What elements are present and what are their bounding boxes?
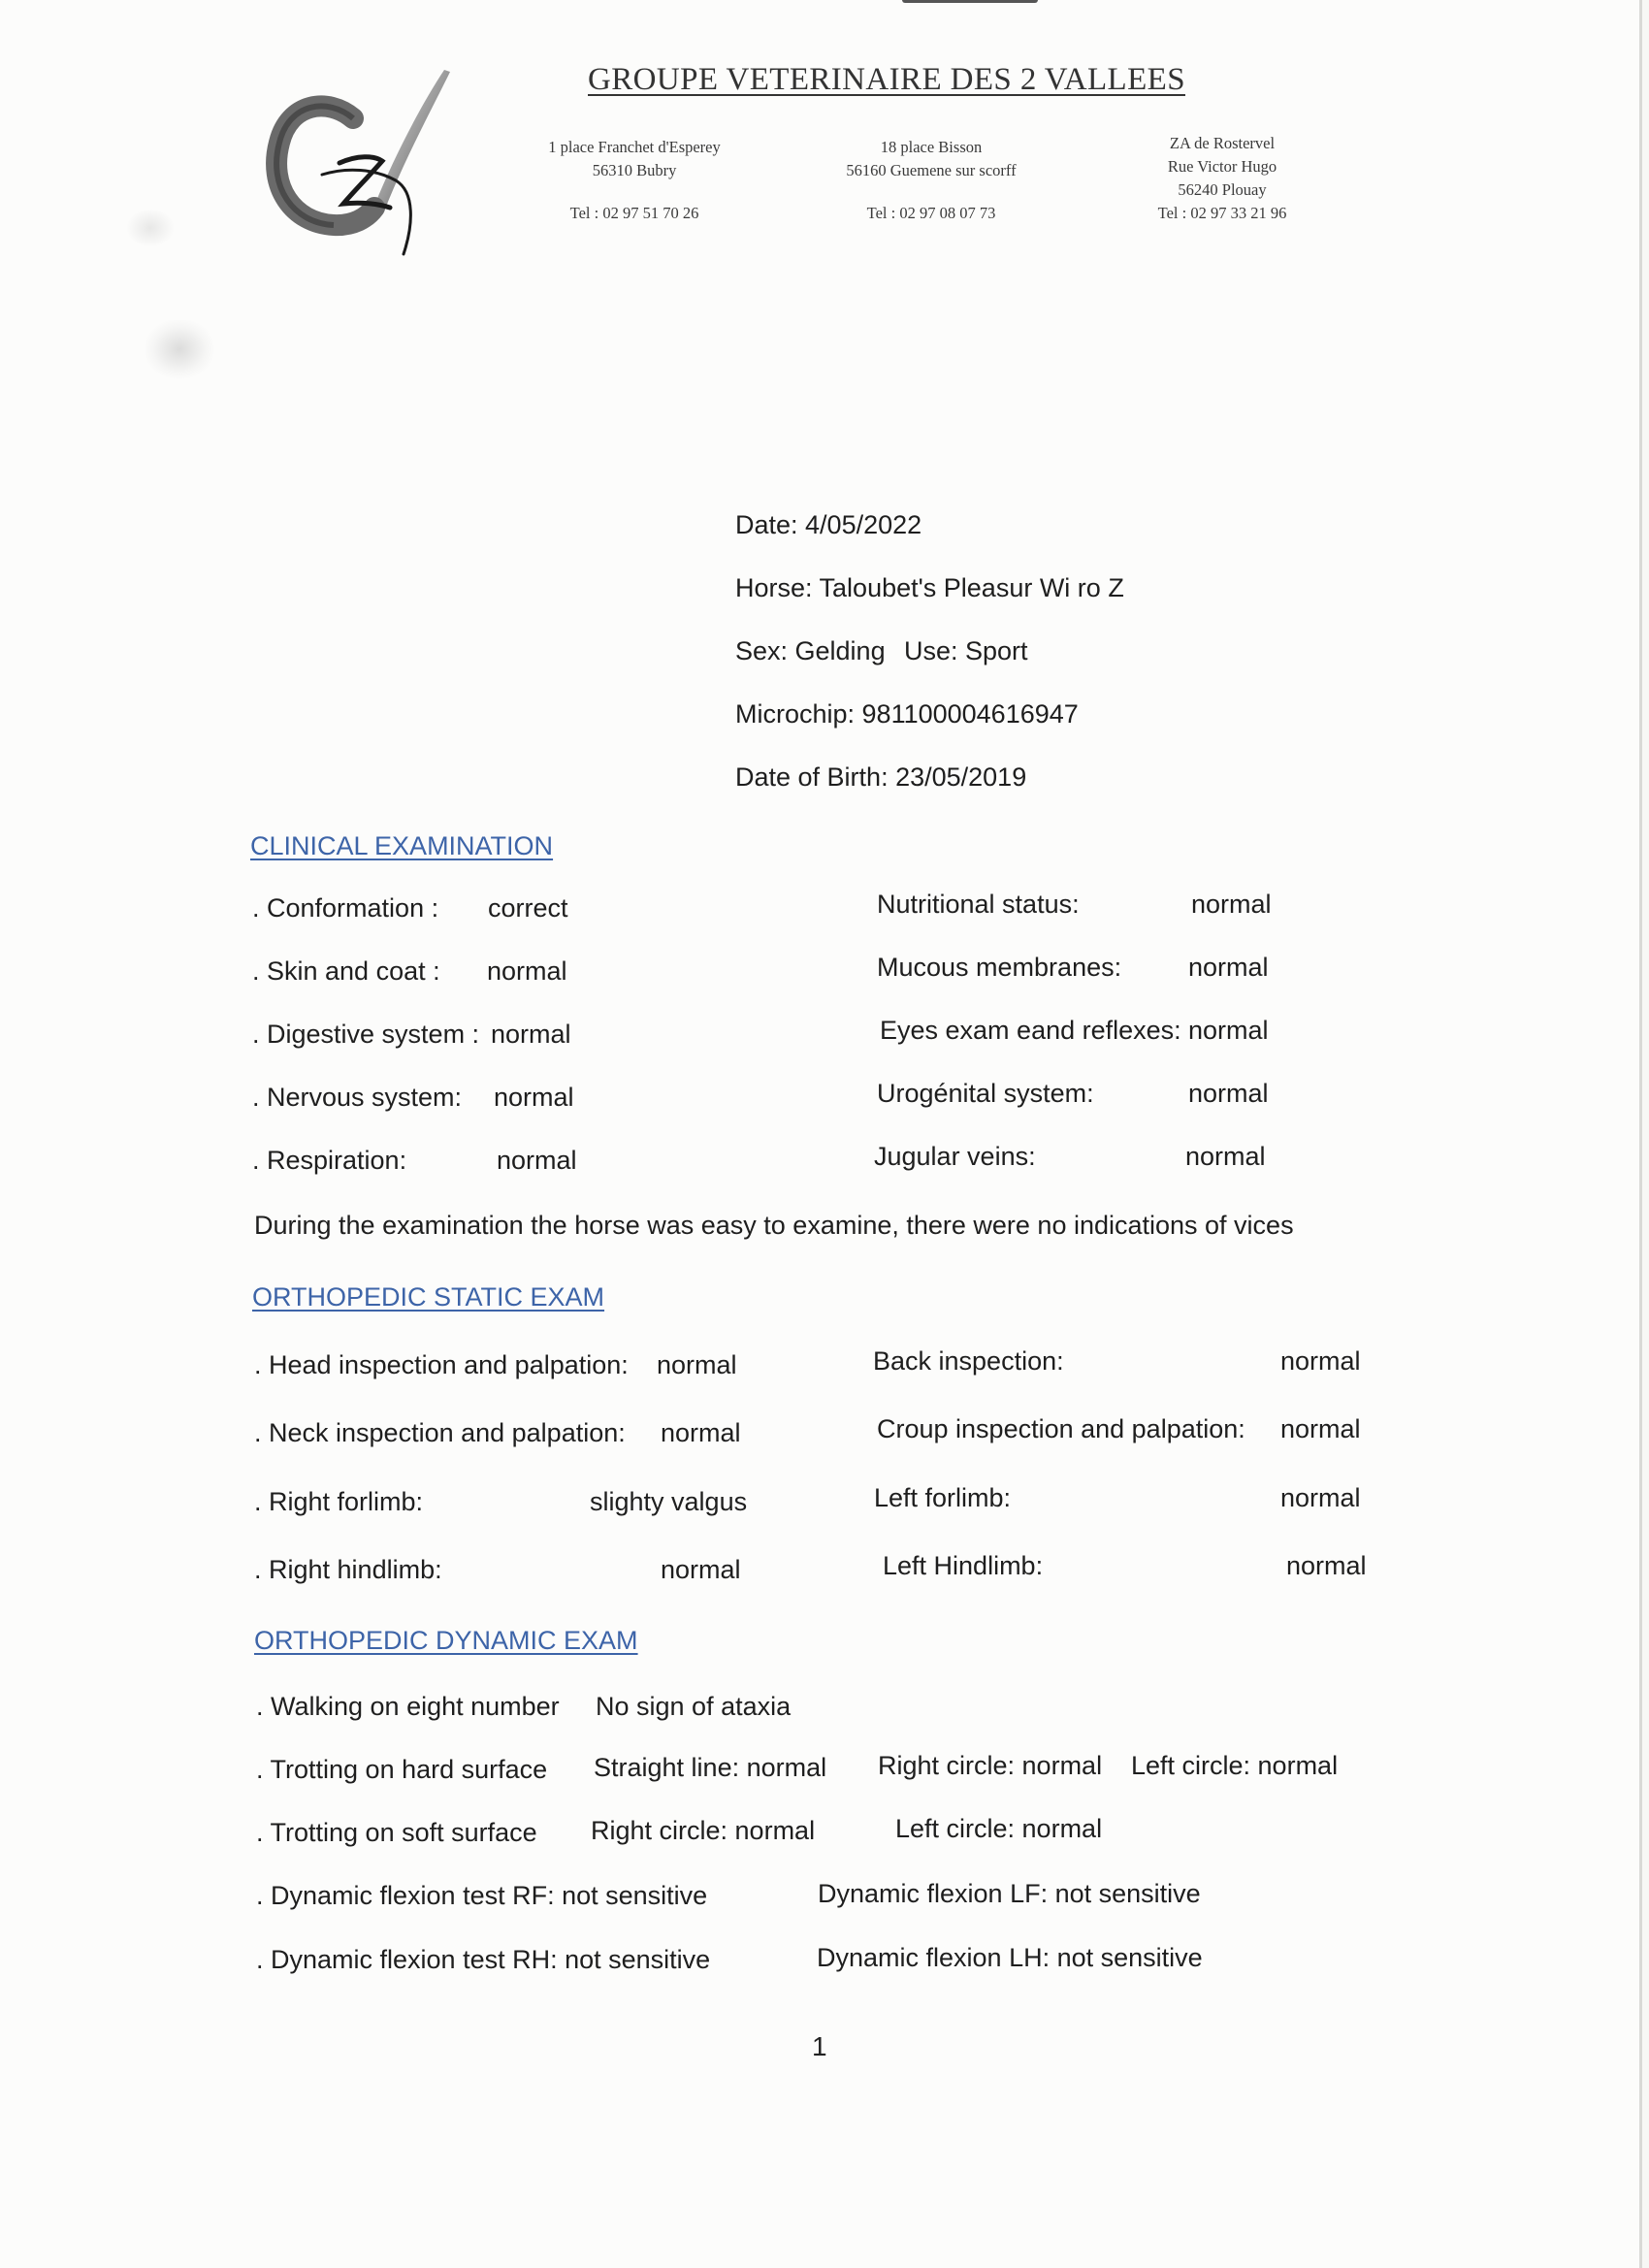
clinic-logo [260, 60, 473, 266]
office-address-line: 18 place Bisson [880, 138, 983, 156]
urogenital-value: normal [1188, 1079, 1269, 1108]
scan-edge-mark [902, 0, 1038, 3]
soft-surface-right-circle: Right circle: normal [591, 1816, 816, 1845]
hard-surface-label: . Trotting on hard surface [256, 1755, 548, 1784]
microchip: Microchip: 981100004616947 [735, 699, 1079, 729]
office-bubry [508, 136, 760, 225]
soft-surface-label: . Trotting on soft surface [256, 1818, 537, 1847]
horse-sex: Sex: Gelding [735, 636, 886, 665]
mucous-label: Mucous membranes: [877, 953, 1122, 982]
left-hindlimb-value: normal [1286, 1551, 1367, 1580]
flexion-rf: . Dynamic flexion test RF: not sensitive [256, 1881, 708, 1910]
mucous-value: normal [1188, 953, 1269, 982]
nervous-value: normal [494, 1083, 574, 1112]
digestive-label: . Digestive system : [252, 1020, 480, 1049]
static-exam-heading: ORTHOPEDIC STATIC EXAM [252, 1282, 605, 1312]
left-hindlimb-label: Left Hindlimb: [883, 1551, 1044, 1580]
office-address-line: 56160 Guemene sur scorff [846, 161, 1017, 179]
conformation-value: correct [488, 893, 568, 923]
office-address-line: 56240 Plouay [1178, 180, 1267, 199]
exam-note: During the examination the horse was easy to examine, there were no indications of vices [254, 1211, 1294, 1240]
office-phone: Tel : 02 97 08 07 73 [866, 204, 996, 222]
back-inspection-value: normal [1280, 1346, 1361, 1376]
flexion-lh: Dynamic flexion LH: not sensitive [817, 1943, 1203, 1972]
head-inspection-label: . Head inspection and palpation: [254, 1350, 629, 1379]
conformation-label: . Conformation : [252, 893, 439, 923]
office-address-line: 56310 Bubry [592, 161, 677, 179]
date-of-birth: Date of Birth: 23/05/2019 [735, 762, 1027, 792]
exam-date: Date: 4/05/2022 [735, 510, 922, 539]
urogenital-label: Urogénital system: [877, 1079, 1094, 1108]
skin-coat-value: normal [487, 956, 567, 986]
respiration-value: normal [497, 1146, 577, 1175]
respiration-label: . Respiration: [252, 1146, 407, 1175]
jugular-value: normal [1185, 1142, 1266, 1171]
flexion-rh: . Dynamic flexion test RH: not sensitive [256, 1945, 711, 1974]
scan-smudge [126, 209, 175, 247]
head-inspection-value: normal [657, 1350, 737, 1379]
page-number: 1 [812, 2031, 827, 2061]
skin-coat-label: . Skin and coat : [252, 956, 440, 986]
dynamic-exam-heading: ORTHOPEDIC DYNAMIC EXAM [254, 1626, 638, 1655]
flexion-lf: Dynamic flexion LF: not sensitive [818, 1879, 1201, 1908]
hard-surface-left-circle: Left circle: normal [1131, 1751, 1339, 1780]
right-hindlimb-label: . Right hindlimb: [254, 1555, 442, 1584]
clinic-name: GROUPE VETERINAIRE DES 2 VALLEES [588, 62, 1185, 97]
neck-inspection-value: normal [661, 1418, 741, 1447]
office-phone: Tel : 02 97 51 70 26 [569, 204, 699, 222]
office-guemene [805, 136, 1057, 225]
clinical-exam-heading: CLINICAL EXAMINATION [250, 831, 554, 860]
neck-inspection-label: . Neck inspection and palpation: [254, 1418, 626, 1447]
eyes-value: normal [1188, 1016, 1269, 1045]
right-forelimb-value: slighty valgus [590, 1487, 748, 1516]
digestive-value: normal [491, 1020, 571, 1049]
office-plouay [1096, 132, 1348, 225]
left-forelimb-label: Left forlimb: [874, 1483, 1012, 1512]
left-forelimb-value: normal [1280, 1483, 1361, 1512]
right-hindlimb-value: normal [661, 1555, 741, 1584]
soft-surface-left-circle: Left circle: normal [895, 1814, 1103, 1843]
right-forelimb-label: . Right forlimb: [254, 1487, 424, 1516]
nervous-label: . Nervous system: [252, 1083, 463, 1112]
nutritional-value: normal [1191, 890, 1272, 919]
walking-value: No sign of ataxia [596, 1692, 792, 1721]
office-address-line: ZA de Rostervel [1169, 134, 1276, 152]
walking-label: . Walking on eight number [256, 1692, 560, 1721]
hard-surface-right-circle: Right circle: normal [878, 1751, 1103, 1780]
back-inspection-label: Back inspection: [873, 1346, 1064, 1376]
jugular-label: Jugular veins: [874, 1142, 1036, 1171]
eyes-label: Eyes exam eand reflexes: [880, 1016, 1181, 1045]
hard-surface-straight: Straight line: normal [594, 1753, 827, 1782]
croup-inspection-value: normal [1280, 1414, 1361, 1443]
croup-inspection-label: Croup inspection and palpation: [877, 1414, 1245, 1443]
office-address-line: Rue Victor Hugo [1167, 157, 1277, 176]
horse-name: Horse: Taloubet's Pleasur Wi ro Z [735, 573, 1124, 602]
horse-use: Use: Sport [904, 636, 1028, 665]
scan-smudge [146, 320, 213, 378]
office-address-line: 1 place Franchet d'Esperey [548, 138, 721, 156]
office-phone: Tel : 02 97 33 21 96 [1157, 204, 1287, 222]
nutritional-label: Nutritional status: [877, 890, 1080, 919]
